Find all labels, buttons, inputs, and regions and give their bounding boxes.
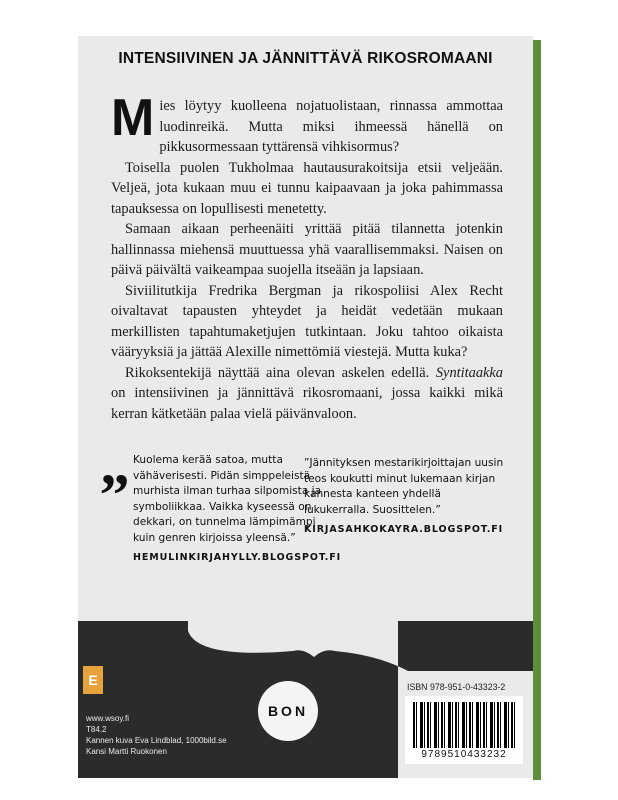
blurb-paragraph-1: [111, 89, 503, 158]
drop-cap: M: [111, 89, 155, 147]
quote-mark-icon: „: [100, 431, 130, 497]
blurb-paragraph-4: Siviilitutkija Fredrika Bergman ja rikospoliisi Alex Recht oivaltavat tapausten yhteydet ja heidät vedetään mukaan merkillisten tapahtumaketjujen tutkintaan. Joku tahtoo oikaista vääryyksiä ja jättää Alexille nimettömiä viestejä. Mutta kuka?: [111, 282, 503, 360]
blurb-paragraph-2: Toisella puolen Tukholmaa hautausurakoitsija etsii veljeään. Veljeä, jota kukaan muu ei tunnu kaipaavaan ja joka pahimmassa tapauksessa on lopullisesti menetetty.: [111, 159, 503, 217]
barcode-number: 9789510433232: [421, 749, 507, 760]
publisher-info: [86, 713, 266, 757]
blurb-paragraph-5: [111, 363, 503, 425]
blurb-p5-start: Rikoksentekijä näyttää aina olevan askelen edellä.: [125, 364, 436, 381]
book-spine-edge: [533, 40, 541, 780]
review-quote-1-text: Kuolema kerää satoa, mutta vähäverisesti. Pidän simppeleistä murhista ilman turhaa silpomista ja symboliikkaa. Vaikka kyseessä on dekkari, on tunnelma lämpimämpi kuin genren kirjoissa yleensä.”: [133, 454, 322, 544]
review-quote-1: [133, 453, 342, 566]
review-quote-2: [304, 456, 504, 538]
bon-logo: BON: [258, 681, 318, 741]
publisher-code: T84.2: [86, 725, 107, 734]
review-quote-2-source: KIRJASAHKOKAYRA.BLOGSPOT.FI: [304, 524, 504, 535]
review-quote-1-source: HEMULINKIRJAHYLLY.BLOGSPOT.FI: [133, 552, 342, 563]
barcode-bars: [413, 702, 517, 748]
blurb-p1-text: ies löytyy kuolleena nojatuolistaan, rinnassa ammottaa luodinreikä. Mutta miksi ihmeessä hänellä on pikkusormessaan tyttärensä vihkisormus?: [159, 98, 503, 155]
bottom-panel: [78, 621, 533, 778]
blurb-paragraph-3: Samaan aikaan perheenäiti yrittää pitää tilannetta jotenkin hallinnassa miehensä muuttuessa yhä vaarallisemmaksi. Naisen on päivä päivältä vaikeampaa suojella itseään ja lapsiaan.: [111, 221, 503, 278]
blurb-text: [111, 89, 503, 424]
barcode: [405, 696, 523, 764]
publisher-website: www.wsoy.fi: [86, 714, 129, 723]
review-quote-2-text: ”Jännityksen mestarikirjoittajan uusin teos koukutti minut lukemaan kirjan kannesta kanteen yhdellä lukukerralla. Suosittelen.”: [304, 457, 504, 516]
cover-design-credit: Kansi Martti Ruokonen: [86, 747, 167, 756]
book-title-italic: Syntitaakka: [435, 364, 503, 381]
cover-photo-credit: Kannen kuva Eva Lindblad, 1000bild.se: [86, 736, 227, 745]
blurb-p5-end: on intensiivinen ja jännittävä rikosromaani, jossa kaikki mikä kerran kätketään palaa vielä päivänvaloon.: [111, 385, 503, 422]
cover-heading: INTENSIIVINEN JA JÄNNITTÄVÄ RIKOSROMAANI: [118, 50, 493, 67]
publisher-logo-icon: E: [83, 666, 103, 694]
isbn-label: ISBN 978-951-0-43323-2: [407, 682, 506, 692]
book-back-cover: [78, 36, 533, 778]
